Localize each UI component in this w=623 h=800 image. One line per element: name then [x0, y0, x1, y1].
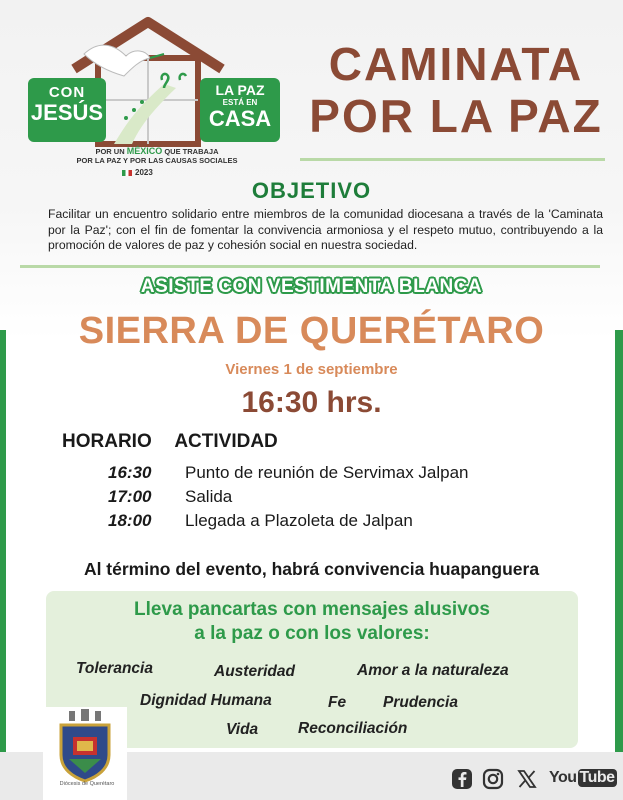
- objective-divider: [20, 265, 600, 268]
- logo-right-top: LA PAZ: [215, 82, 265, 98]
- tagline-post: QUE TRABAJA: [164, 147, 219, 156]
- values-panel-title-2: a la paz o con los valores:: [194, 623, 430, 644]
- youtube-you: You: [549, 769, 577, 786]
- logo-year: [122, 168, 153, 177]
- facebook-icon[interactable]: [451, 768, 473, 790]
- schedule-col-activity: ACTIVIDAD: [174, 431, 278, 452]
- instagram-icon[interactable]: [482, 768, 504, 790]
- title-divider: [300, 158, 605, 161]
- schedule-row: [108, 487, 232, 507]
- schedule-row-activity: Punto de reunión de Servimax Jalpan: [185, 463, 469, 482]
- schedule-row-time: 16:30: [108, 463, 152, 482]
- logo-la-paz-badge: [200, 78, 280, 142]
- coat-of-arms-icon: [43, 707, 127, 785]
- logo-right-small: ESTÁ EN: [222, 98, 258, 107]
- tagline-mexico: MÉXICO: [126, 146, 163, 156]
- event-time: 16:30 hrs.: [241, 386, 382, 419]
- x-twitter-icon[interactable]: [516, 768, 538, 790]
- seal-caption: Diócesis de Querétaro: [59, 781, 115, 787]
- value-vida: Vida: [226, 721, 259, 738]
- objective-heading: OBJETIVO: [251, 178, 372, 203]
- schedule-col-time: HORARIO: [62, 431, 152, 452]
- schedule-row-activity: Llegada a Plazoleta de Jalpan: [185, 511, 413, 530]
- logo-year-text: 2023: [135, 168, 153, 177]
- tagline-line2: POR LA PAZ Y POR LAS CAUSAS SOCIALES: [76, 156, 238, 165]
- youtube-icon[interactable]: [549, 769, 617, 787]
- schedule-row: [108, 511, 413, 531]
- tagline-pre: POR UN: [95, 147, 125, 156]
- logo-right-main: CASA: [208, 106, 272, 131]
- schedule-row-time: 18:00: [108, 511, 152, 530]
- value-reconciliacion: Reconciliación: [298, 720, 408, 737]
- value-austeridad: Austeridad: [214, 663, 295, 680]
- value-amor-naturaleza: Amor a la naturaleza: [357, 662, 509, 679]
- event-date: Viernes 1 de septiembre: [225, 361, 398, 378]
- value-tolerancia: Tolerancia: [76, 660, 153, 677]
- campaign-logo: [14, 14, 282, 179]
- mexico-flag-icon: [122, 170, 132, 176]
- objective-text: Facilitar un encuentro solidario entre miembros de la comunidad diocesana a través de la 'Caminata por la Paz'; con el fin de fomentar la convivencia armoniosa y el respeto mutuo, contribuyendo a la promoción de valores de paz y cohesión social en nuestra sociedad.: [48, 207, 603, 252]
- value-fe: Fe: [328, 694, 347, 711]
- logo-con-jesus-badge: [28, 78, 106, 142]
- dress-code-banner: ASISTE CON VESTIMENTA BLANCA: [140, 276, 483, 297]
- schedule-row: [108, 463, 469, 483]
- title-line2: POR LA PAZ: [309, 90, 603, 142]
- title-line1: CAMINATA: [328, 38, 584, 90]
- value-dignidad-humana: Dignidad Humana: [140, 692, 272, 709]
- event-title: [296, 38, 616, 142]
- schedule-row-activity: Salida: [185, 487, 233, 506]
- logo-left-main: JESÚS: [30, 100, 104, 125]
- schedule-row-time: 17:00: [108, 487, 152, 506]
- schedule-header: [62, 431, 296, 453]
- logo-left-top: CON: [48, 84, 86, 101]
- event-place: SIERRA DE QUERÉTARO: [78, 310, 545, 352]
- closing-note: Al término del evento, habrá convivencia huapanguera: [83, 559, 540, 579]
- youtube-tube: Tube: [579, 769, 615, 786]
- logo-tagline: [72, 147, 242, 165]
- value-prudencia: Prudencia: [383, 694, 458, 711]
- values-panel-title-1: Lleva pancartas con mensajes alusivos: [134, 599, 490, 620]
